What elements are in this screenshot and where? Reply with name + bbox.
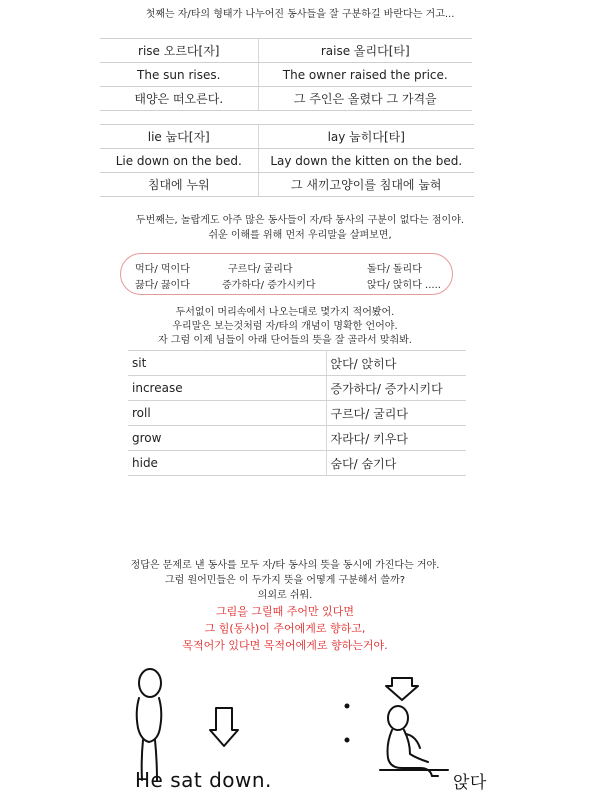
- vocab-table: [128, 350, 466, 476]
- table-row: [100, 63, 472, 87]
- table-row: [128, 376, 466, 401]
- table-cell: 침대에 누워: [100, 173, 258, 197]
- table-cell: increase: [128, 376, 326, 401]
- table-cell: Lay down the kitten on the bed.: [258, 149, 474, 173]
- table-row: [100, 39, 472, 63]
- second-point-subtext: 쉬운 이해를 위해 먼저 우리말을 살펴보면,: [208, 230, 392, 241]
- table-cell: grow: [128, 426, 326, 451]
- intro-text: 첫째는 자/타의 형태가 나누어진 동사들을 잘 구분하길 바란다는 거고...: [145, 9, 455, 20]
- second-point-text: 두번째는, 놀랍게도 아주 많은 동사들이 자/타 동사의 구분이 없다는 점이야.: [135, 215, 465, 226]
- oval-verb: 앉다/ 앉히다 .....: [367, 280, 441, 291]
- table-cell: 증가하다/ 증가시키다: [326, 376, 466, 401]
- table-row: [100, 149, 474, 173]
- answer-text-line-3: 의외로 쉬워.: [257, 590, 313, 601]
- table-cell: 그 주인은 올렸다 그 가격을: [258, 87, 472, 111]
- oval-verb: 돌다/ 돌리다: [367, 264, 422, 275]
- oval-verb: 구르다/ 굴리다: [228, 264, 293, 275]
- table-cell: roll: [128, 401, 326, 426]
- table-cell: 태양은 떠오른다.: [100, 87, 258, 111]
- table-cell: 자라다/ 키우다: [326, 426, 466, 451]
- table-cell: raise 올리다[타]: [258, 39, 472, 63]
- table-cell: The sun rises.: [100, 63, 258, 87]
- oval-verb: 먹다/ 먹이다: [135, 264, 190, 275]
- oval-verb: 증가하다/ 증가시키다: [222, 280, 316, 291]
- table-cell: 숨다/ 숨기다: [326, 451, 466, 476]
- middle-text-line-3: 자 그럼 이제 님들이 아래 단어들의 뜻을 잘 골라서 맞춰봐.: [158, 335, 412, 346]
- table-row: [128, 451, 466, 476]
- table-cell: 앉다/ 앉히다: [326, 351, 466, 376]
- table-row: [128, 426, 466, 451]
- middle-text-line-1: 두서없이 머리속에서 나오는대로 몇가지 적어봤어.: [175, 307, 395, 318]
- down-arrow-icon: [210, 708, 238, 746]
- table-row: [128, 401, 466, 426]
- middle-text-line-2: 우리말은 보는것처럼 자/타의 개념이 명확한 언어야.: [172, 321, 398, 332]
- down-arrow-icon: [386, 678, 418, 700]
- table-cell: Lie down on the bed.: [100, 149, 258, 173]
- right-caption: 앉다: [453, 773, 487, 793]
- oval-verb: 끓다/ 끓이다: [135, 280, 190, 291]
- table-row: [100, 87, 472, 111]
- verb-pair-table-rise-raise: [100, 38, 472, 111]
- table-cell: rise 오르다[자]: [100, 39, 258, 63]
- table-cell: 그 새끼고양이를 침대에 눕혀: [258, 173, 474, 197]
- table-cell: hide: [128, 451, 326, 476]
- sitting-figure-icon: [380, 706, 448, 776]
- table-cell: lay 눕히다[타]: [258, 125, 474, 149]
- rule-line-3: 목적어가 있다면 목적어에게로 향하는거야.: [182, 639, 388, 652]
- stick-figure-illustration: [0, 660, 600, 800]
- standing-figure-icon: [137, 669, 162, 780]
- rule-line-2: 그 힘(동사)이 주어에게로 향하고,: [204, 622, 366, 635]
- colon-dots-icon: [345, 704, 350, 743]
- answer-text-line-1: 정답은 문제로 낸 동사를 모두 자/타 동사의 뜻을 동시에 가진다는 거야.: [130, 560, 440, 571]
- table-cell: sit: [128, 351, 326, 376]
- left-caption: He sat down.: [135, 768, 272, 792]
- answer-text-line-2: 그럼 원어민들은 이 두가지 뜻을 어떻게 구분해서 쓸까?: [164, 575, 406, 586]
- verb-pair-table-lie-lay: [100, 124, 474, 197]
- rule-line-1: 그림을 그릴때 주어만 있다면: [215, 605, 354, 618]
- table-row: [100, 125, 474, 149]
- table-cell: The owner raised the price.: [258, 63, 472, 87]
- table-cell: 구르다/ 굴리다: [326, 401, 466, 426]
- table-row: [128, 351, 466, 376]
- table-row: [100, 173, 474, 197]
- table-cell: lie 눕다[자]: [100, 125, 258, 149]
